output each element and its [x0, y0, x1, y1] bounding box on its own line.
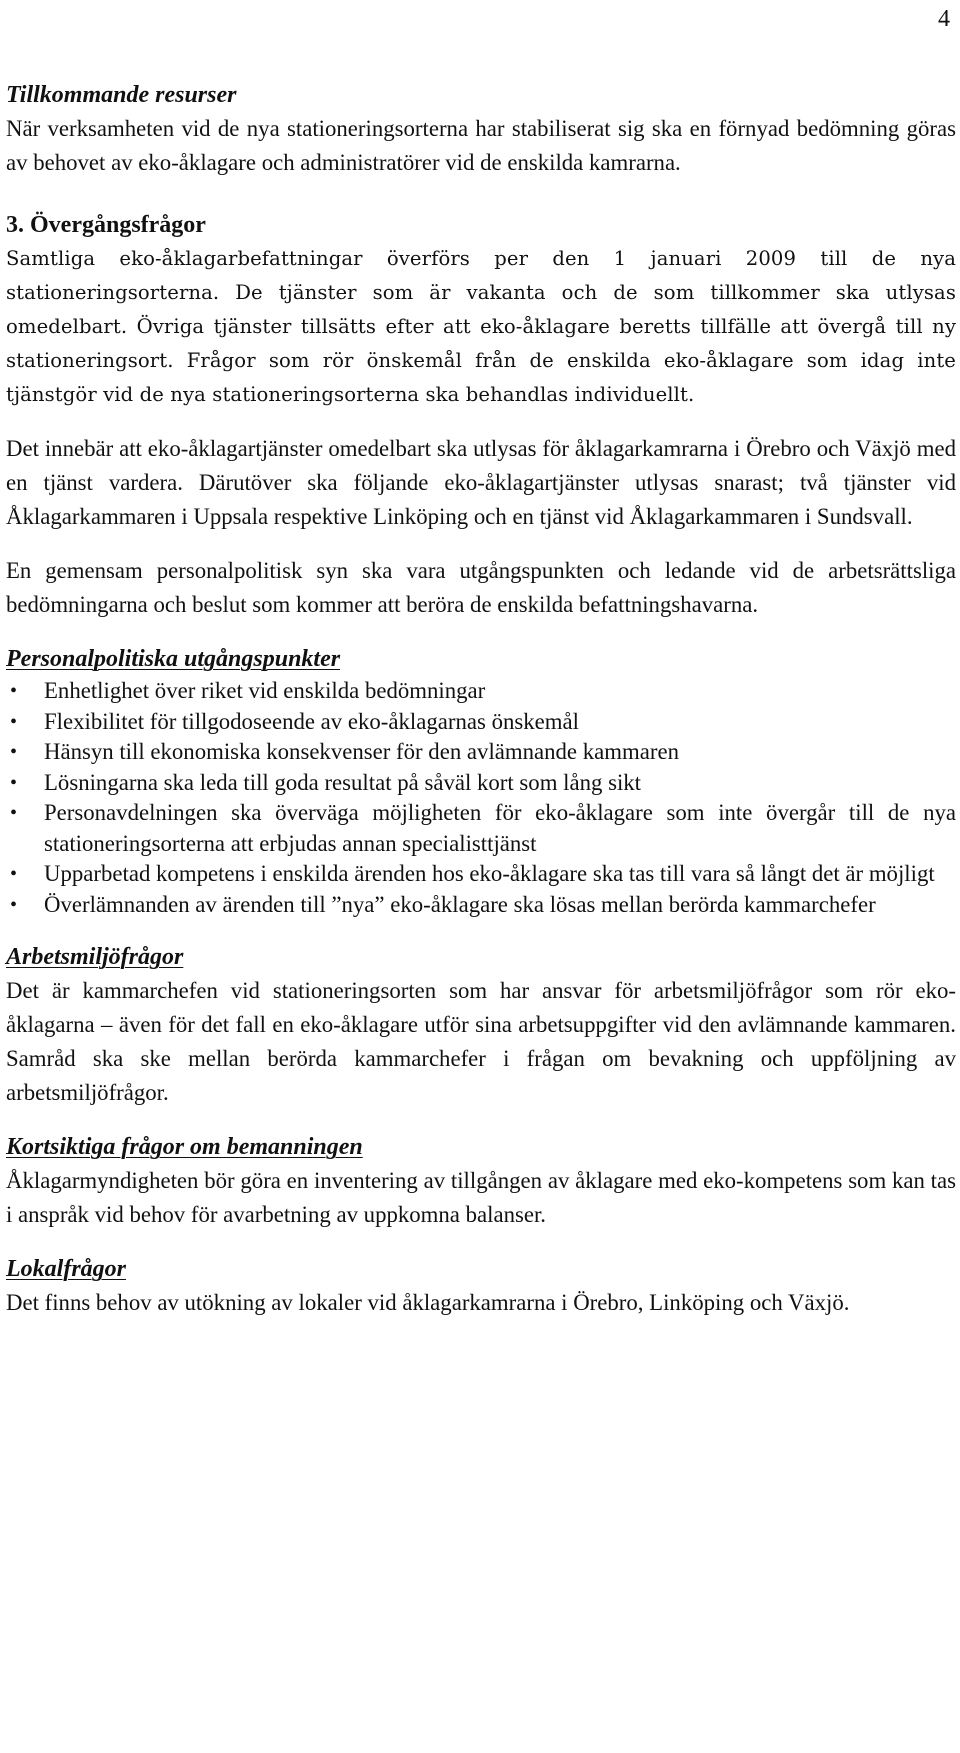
bullet-icon: • — [10, 680, 18, 702]
heading-arbetsmiljofragor: Arbetsmiljöfrågor — [6, 944, 184, 970]
bullet-icon: • — [10, 741, 18, 763]
document-page — [6, 78, 956, 1320]
list-item: • Flexibilitet för tillgodoseende av eko-åklagarnas önskemål — [6, 707, 956, 738]
heading-bemanning: Kortsiktiga frågor om bemanningen — [6, 1134, 363, 1160]
list-item: • Enhetlighet över riket vid enskilda bedömningar — [6, 676, 956, 707]
paragraph-lokalfragor: Det finns behov av utökning av lokaler vid åklagarkamrarna i Örebro, Linköping och Växjö. — [6, 1290, 850, 1315]
section-bemanning — [6, 1130, 956, 1232]
bullet-icon: • — [10, 893, 18, 916]
section-arbetsmiljofragor — [6, 940, 956, 1110]
section-overgangsfragor — [6, 208, 956, 622]
page-number: 4 — [938, 6, 950, 32]
paragraph-overgangsfragor-3: En gemensam personalpolitisk syn ska vara utgångspunkten och ledande vid de arbetsrättsliga bedömningarna och beslut som kommer att beröra de enskilda befattningshavarna. — [6, 558, 956, 617]
section-lokalfragor — [6, 1252, 956, 1320]
bullet-icon: • — [10, 863, 18, 885]
paragraph-overgangsfragor-1: Samtliga eko-åklagarbefattningar överförs per den 1 januari 2009 till de nya stationeringsorterna. De tjänster som är vakanta och de som tillkommer ska utlysas omedelbart. Övriga tjänster tillsätts efter att eko-åklagare beretts tillfälle att övergå till ny stationeringsort. Frågor som rör önskemål från de enskilda eko-åklagare som idag inte tjänstgör vid de nya stationeringsorterna ska behandlas individuellt. — [6, 247, 956, 406]
paragraph-tillkommande-resurser: När verksamheten vid de nya stationeringsorterna har stabiliserat sig ska en förnyad bedömning göras av behovet av eko-åklagare och administratörer vid de enskilda kamrarna. — [6, 116, 956, 175]
paragraph-arbetsmiljofragor: Det är kammarchefen vid stationeringsorten som har ansvar för arbetsmiljöfrågor som rör eko-åklagarna – även för det fall en eko-åklagare utför sina arbetsuppgifter vid den avlämnande kammaren. Samråd ska ske mellan berörda kammarchefer i frågan om bevakning och uppföljning av arbetsmiljöfrågor. — [6, 978, 956, 1105]
heading-lokalfragor: Lokalfrågor — [6, 1256, 126, 1282]
section-personalpolitiska — [6, 642, 956, 920]
list-item: • Personavdelningen ska överväga möjligheten för eko-åklagare som inte övergår till de nya stationeringsorterna att erbjudas annan specialisttjänst — [10, 800, 956, 856]
bullet-icon: • — [10, 771, 18, 794]
paragraph-bemanning: Åklagarmyndigheten bör göra en inventering av tillgången av åklagare med eko-kompetens som kan tas i anspråk vid behov för avarbetning av uppkomna balanser. — [6, 1168, 956, 1227]
list-item: • Lösningarna ska leda till goda resultat på såväl kort som lång sikt — [6, 768, 956, 799]
bullet-icon: • — [10, 710, 18, 733]
section-tillkommande-resurser — [6, 78, 956, 180]
list-item: • Överlämnanden av ärenden till ”nya” eko-åklagare ska lösas mellan berörda kammarchefer — [6, 890, 956, 921]
paragraph-overgangsfragor-2: Det innebär att eko-åklagartjänster omedelbart ska utlysas för åklagarkamrarna i Örebro och Växjö med en tjänst vardera. Därutöver ska följande eko-åklagartjänster utlysas snarast; två tjänster vid Åklagarkammaren i Uppsala respektive Linköping och en tjänst vid Åklagarkammaren i Sundsvall. — [6, 436, 956, 529]
bullet-list — [6, 676, 956, 920]
heading-personalpolitiska: Personalpolitiska utgångspunkter — [6, 646, 341, 672]
list-item: • Hänsyn till ekonomiska konsekvenser för den avlämnande kammaren — [6, 737, 956, 768]
list-item: • Upparbetad kompetens i enskilda ärenden hos eko-åklagare ska tas till vara så långt det är möjligt — [6, 859, 956, 890]
heading-overgangsfragor: 3. Övergångsfrågor — [6, 212, 206, 238]
bullet-icon: • — [10, 802, 18, 824]
heading-tillkommande-resurser: Tillkommande resurser — [6, 82, 237, 108]
